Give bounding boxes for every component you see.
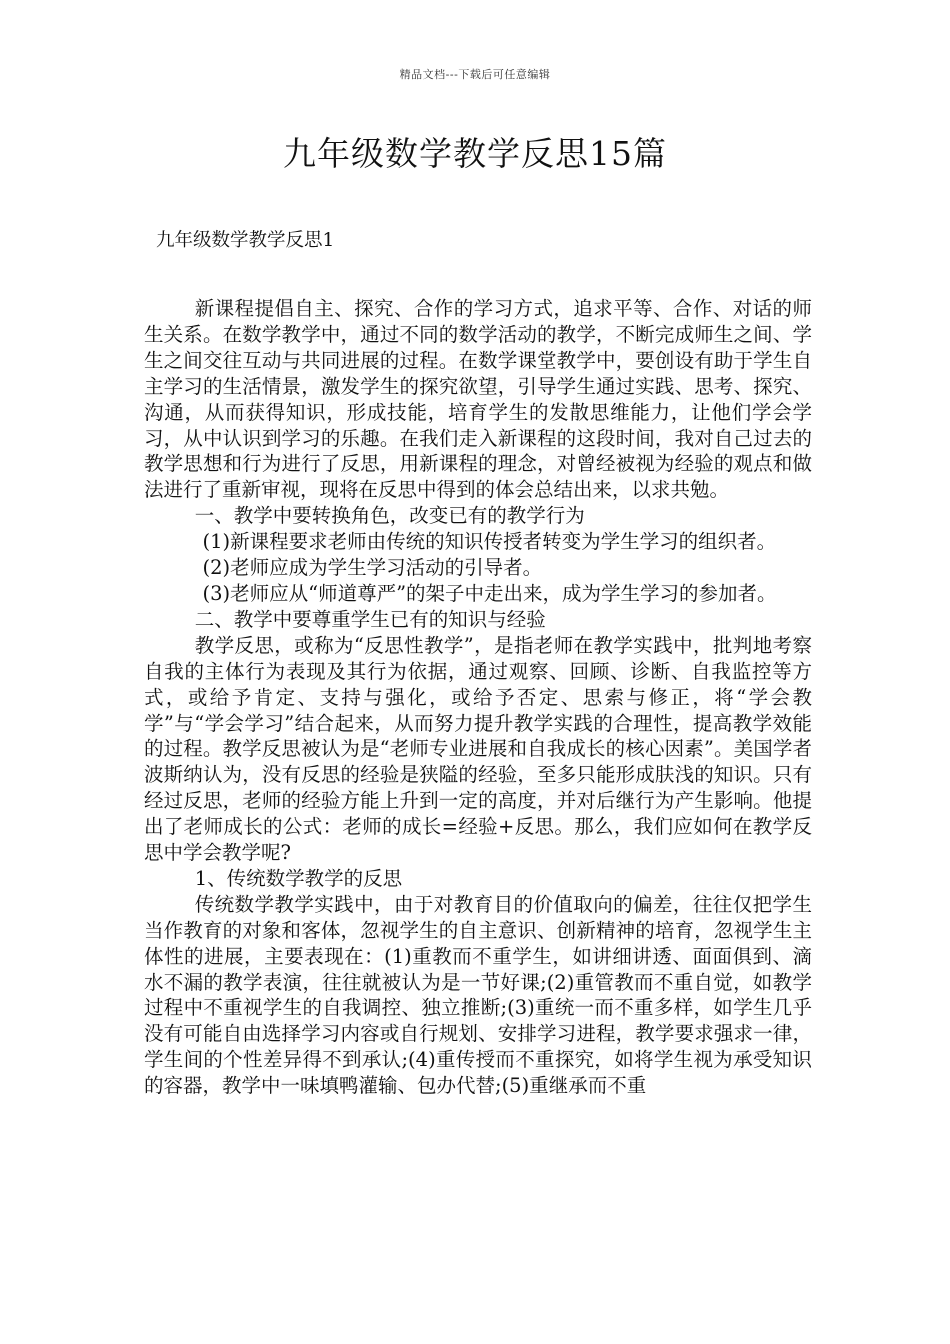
paragraph-intro: 新课程提倡自主、探究、合作的学习方式，追求平等、合作、对话的师生关系。在数学教学中，通过不同的数学活动的教学，不断完成师生之间、学生之间交往互动与共同进展的过程。在数学课堂教学中，要创设有助于学生自主学习的生活情景，激发学生的探究欲望，引导学生通过实践、思考、探究、沟通，从而获得知识，形成技能，培育学生的发散思维能力，让他们学会学习，从中认识到学习的乐趣。在我们走入新课程的这段时间，我对自己过去的教学思想和行为进行了反思，用新课程的理念，对曾经被视为经验的观点和做法进行了重新审视，现将在反思中得到的体会总结出来，以求共勉。 — [144, 297, 812, 502]
list-item-2: (2)老师应成为学生学习活动的引导者。 — [202, 556, 543, 580]
list-item-1: (1)新课程要求老师由传统的知识传授者转变为学生学习的组织者。 — [202, 530, 777, 554]
paragraph-traditional: 传统数学教学实践中，由于对教育目的价值取向的偏差，往往仅把学生当作教育的对象和客体，忽视学生的自主意识、创新精神的培育，忽视学生主体性的进展，主要表现在：(1)重教而不重学生，如讲细讲透、面面俱到、滴水不漏的教学表演，往往就被认为是一节好课;(2)重管教而不重自觉，如教学过程中不重视学生的自我调控、独立推断;(3)重统一而不重多样，如学生几乎没有可能自由选择学习内容或自行规划、安排学习进程，教学要求强求一律，学生间的个性差异得不到承认;(4)重传授而不重探究，如将学生视为承受知识的容器，教学中一味填鸭灌输、包办代替;(5)重继承而不重 — [144, 892, 812, 1098]
subheading-traditional: 1、传统数学教学的反思 — [194, 866, 403, 890]
page-header-note: 精品文档---下载后可任意编辑 — [399, 68, 551, 81]
list-item-3: (3)老师应从“师道尊严”的架子中走出来，成为学生学习的参加者。 — [202, 581, 777, 605]
heading-part-two: 二、教学中要尊重学生已有的知识与经验 — [194, 607, 546, 631]
document-body — [144, 296, 812, 1099]
document-title: 九年级数学教学反思15篇 — [283, 134, 667, 173]
section-title: 九年级数学教学反思1 — [156, 230, 335, 251]
heading-part-one: 一、教学中要转换角色，改变已有的教学行为 — [194, 504, 585, 528]
paragraph-reflection: 教学反思，或称为“反思性教学”，是指老师在教学实践中，批判地考察自我的主体行为表现及其行为依据，通过观察、回顾、诊断、自我监控等方式，或给予肯定、支持与强化，或给予否定、思索与修正，将“学会教学”与“学会学习”结合起来，从而努力提升教学实践的合理性，提高教学效能的过程。教学反思被认为是“老师专业进展和自我成长的核心因素”。美国学者波斯纳认为，没有反思的经验是狭隘的经验，至多只能形成肤浅的知识。只有经过反思，老师的经验方能上升到一定的高度，并对后继行为产生影响。他提出了老师成长的公式：老师的成长=经验+反思。那么，我们应如何在教学反思中学会教学呢? — [144, 633, 812, 865]
